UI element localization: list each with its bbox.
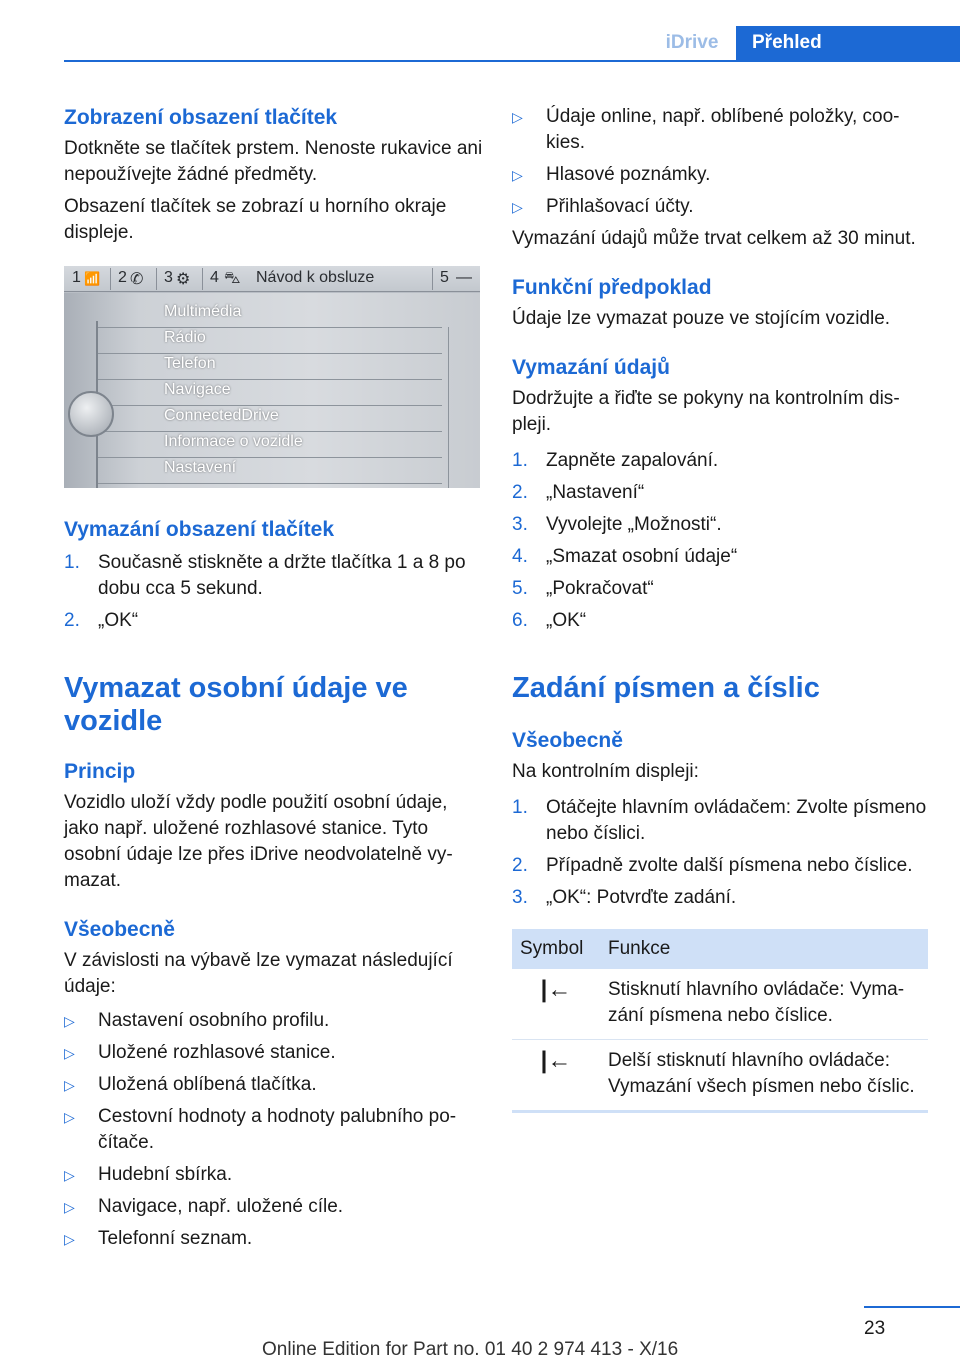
section-title-delete-data: Vymazání údajů [512, 356, 670, 379]
menu-item-vehicle-info: Informace o vozidle [164, 433, 303, 450]
list-item: ▷ Nastavení osobního profilu. [64, 1010, 330, 1031]
paragraph: Údaje lze vymazat pouze ve stojícím vozidle. [512, 308, 891, 329]
header-rule [64, 60, 960, 62]
list-item: 1. Otáčejte hlavním ovládačem: Zvolte písmeno nebo číslici. [512, 797, 927, 844]
steps-list [512, 795, 928, 911]
table-row [512, 969, 928, 1040]
menu-item-multimedia: Multimédia [164, 303, 242, 320]
fav-tab-4-label: Návod k obsluze [256, 269, 375, 286]
table-cell-funkce: Stisknutí hlavního ovládače: Vymazání písmena nebo číslice. [600, 969, 928, 1040]
list-item: 1. Současně stiskněte a držte tlačítka 1 a 8 po dobu cca 5 sekund. [64, 552, 466, 599]
list-item: ▷ Cestovní hodnoty a hodnoty palubního počítače. [64, 1106, 457, 1153]
phone-icon: ✆ [130, 271, 144, 288]
menu-item-telefon: Telefon [164, 355, 216, 372]
footer-rule [864, 1306, 960, 1308]
steps-list [64, 550, 484, 634]
list-item: ▷ Hlasové poznámky. [512, 164, 711, 185]
page-number: 23 [864, 1318, 886, 1339]
list-item: 3. „OK“: Potvrďte zadání. [512, 887, 737, 908]
list-item: 2. Případně zvolte další písmena nebo číslice. [512, 855, 913, 876]
right-column [512, 100, 928, 1113]
paragraph: Obsazení tlačítek se zobrazí u horního okraje displeje. [64, 196, 447, 243]
list-item: 1. Zapněte zapalování. [512, 450, 719, 471]
paragraph: Dotkněte se tlačítek prstem. Nenoste rukavice ani nepoužívejte žádné předměty. [64, 138, 483, 185]
list-item: 6. „OK“ [512, 610, 587, 631]
section-title-precondition: Funkční předpoklad [512, 276, 712, 299]
fav-tab-3: 3 [164, 269, 173, 286]
table-cell-funkce: Delší stisknutí hlavního ovládače: Vymazání všech písmen nebo číslic. [600, 1040, 928, 1112]
paragraph: Na kontrolním displeji: [512, 761, 699, 782]
list-item: 2. „OK“ [64, 610, 139, 631]
list-item: 4. „Smazat osobní údaje“ [512, 546, 738, 567]
delete-back-icon: |← [540, 976, 572, 1003]
table-header-symbol: Symbol [512, 929, 600, 969]
scrollbar [448, 327, 458, 488]
fav-tab-2: 2 [118, 269, 127, 286]
section-title-display-buttons: Zobrazení obsazení tlačítek [64, 106, 338, 129]
favorite-buttons-bar [64, 266, 480, 292]
paragraph: Dodržujte a řiďte se pokyny na kontrolním displeji. [512, 388, 900, 435]
section-title-general: Všeobecně [512, 729, 623, 752]
list-item: 3. Vyvolejte „Možnosti“. [512, 514, 722, 535]
list-item: ▷ Telefonní seznam. [64, 1228, 253, 1249]
section-title-clear-buttons: Vymazání obsazení tlačítek [64, 518, 334, 541]
list-item: 2. „Nastavení“ [512, 482, 645, 503]
header-tab-prehled: Přehled [736, 26, 960, 62]
deletable-data-list [64, 1008, 484, 1252]
fav-tab-1: 1 [72, 269, 81, 286]
chapter-title-letters-numbers: Zadání písmen a číslic [512, 672, 820, 704]
paragraph: Vozidlo uloží vždy podle použití osobní údaje, jako např. uložené rozhlasové stanice. Tyto osobní údaje lze přes iDrive neodvolatelně vymazat. [64, 792, 453, 891]
deletable-data-list-cont [512, 104, 928, 220]
table-header-funkce: Funkce [600, 929, 928, 969]
menu-item-settings: Nastavení [164, 459, 237, 476]
delete-back-icon: |← [540, 1047, 572, 1074]
list-item: ▷ Přihlašovací účty. [512, 196, 694, 217]
table-row [512, 1040, 928, 1112]
paragraph: V závislosti na výbavě lze vymazat následující údaje: [64, 950, 453, 997]
left-column [64, 100, 484, 1252]
menu-panel [64, 293, 480, 488]
paragraph: Vymazání údajů může trvat celkem až 30 minut. [512, 228, 916, 249]
menu-item-radio: Rádio [164, 329, 206, 346]
header-tab-idrive: iDrive [665, 32, 719, 53]
list-item: ▷ Uložená oblíbená tlačítka. [64, 1074, 317, 1095]
list-item: 5. „Pokračovat“ [512, 578, 654, 599]
control-display-screenshot [64, 266, 480, 488]
symbol-table [512, 929, 928, 1113]
list-item: ▷ Uložené rozhlasové stanice. [64, 1042, 336, 1063]
fav-tab-4: 4 [210, 269, 219, 286]
list-item: ▷ Hudební sbírka. [64, 1164, 233, 1185]
fav-tab-5: 5 [440, 269, 449, 286]
section-title-general: Všeobecně [64, 918, 175, 941]
controller-icon [68, 391, 114, 437]
footer-edition: Online Edition for Part no. 01 40 2 974 413 - X/16 [262, 1339, 679, 1360]
radio-icon: 📶 [84, 271, 101, 286]
menu-item-navigace: Navigace [164, 381, 231, 398]
section-title-principle: Princip [64, 760, 136, 783]
steps-list [512, 448, 928, 634]
car-icon: ⛍ [224, 270, 241, 287]
list-item: ▷ Navigace, např. uložené cíle. [64, 1196, 344, 1217]
gear-icon: ⚙ [176, 271, 191, 288]
menu-item-connecteddrive: ConnectedDrive [164, 407, 279, 424]
list-item: ▷ Údaje online, např. oblíbené položky, cookies. [512, 106, 900, 153]
chapter-title-delete-personal-data: Vymazat osobní údaje ve vozidle [64, 672, 408, 737]
dash-icon: — [456, 269, 472, 286]
